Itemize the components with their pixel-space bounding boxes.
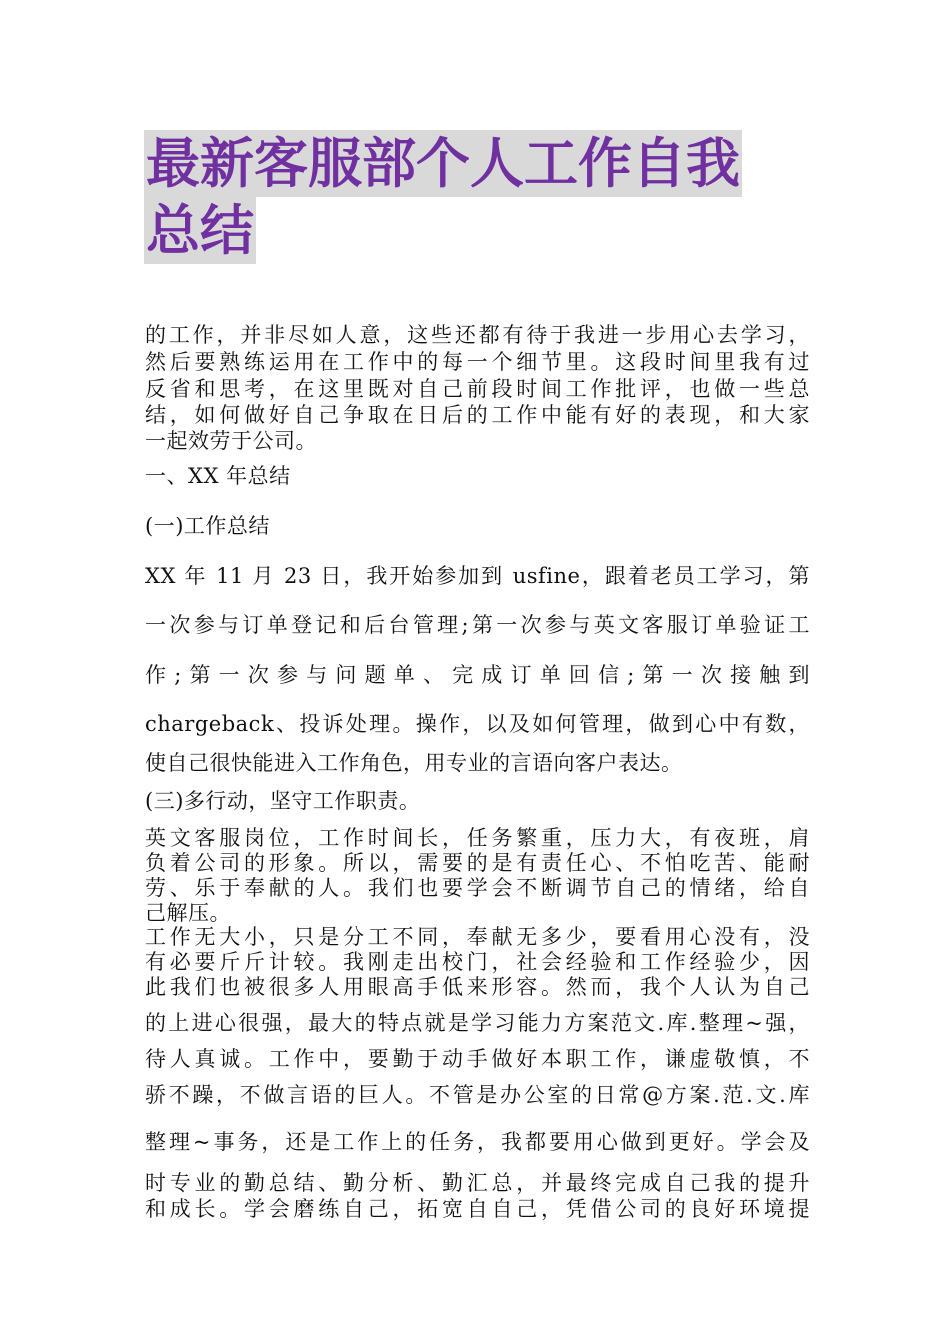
text-line: 有必要斤斤计较。我刚走出校门，社会经验和工作经验少，因 [145, 950, 810, 974]
text-line: 骄不躁，不做言语的巨人。不管是办公室的日常@方案.范.文.库 [145, 1083, 810, 1107]
text-line: 一起效劳于公司。 [145, 429, 317, 453]
text-line: XX 年 11 月 23 日，我开始参加到 usfine，跟着老员工学习，第 [145, 564, 810, 588]
text-line: 的工作，并非尽如人意，这些还都有待于我进一步用心去学习， [145, 323, 810, 347]
text-line: 负着公司的形象。所以，需要的是有责任心、不怕吃苦、能耐 [145, 851, 810, 875]
text-line: 和成长。学会磨练自己，拓宽自自己，凭借公司的良好环境提 [145, 1197, 810, 1221]
text-line: 然后要熟练运用在工作中的每一个细节里。这段时间里我有过 [145, 350, 810, 374]
text-line: 工作无大小，只是分工不同，奉献无多少，要看用心没有，没 [145, 925, 810, 949]
text-line: 待人真诚。工作中，要勤于动手做好本职工作，谦虚敬慎，不 [145, 1047, 810, 1071]
text-line: 一次参与订单登记和后台管理;第一次参与英文客服订单验证工 [145, 613, 810, 637]
text-line: 时专业的勤总结、勤分析、勤汇总，并最终完成自己我的提升 [145, 1171, 810, 1195]
text-line: 英文客服岗位，工作时间长，任务繁重，压力大，有夜班，肩 [145, 826, 810, 850]
text-line: chargeback、投诉处理。操作，以及如何管理，做到心中有数， [145, 712, 810, 736]
text-line: 整理~事务，还是工作上的任务，我都要用心做到更好。学会及 [145, 1130, 810, 1154]
title-line-1: 最新客服部个人工作自我 [146, 132, 740, 195]
text-line: 使自己很快能进入工作角色，用专业的言语向客户表达。 [145, 751, 683, 775]
document-title [144, 130, 824, 264]
subsection-heading: (三)多行动，坚守工作职责。 [145, 789, 421, 813]
text-line: 结，如何做好自己争取在日后的工作中能有好的表现，和大家 [145, 403, 810, 427]
text-line: 此我们也被很多人用眼高手低来形容。然而，我个人认为自己 [145, 975, 810, 999]
text-line: 作;第一次参与问题单、完成订单回信;第一次接触到 [145, 663, 810, 687]
subsection-heading: (一)工作总结 [145, 514, 270, 538]
title-line-2: 总结 [146, 199, 254, 262]
text-line: 反省和思考，在这里既对自己前段时间工作批评，也做一些总 [145, 377, 810, 401]
text-line: 劳、乐于奉献的人。我们也要学会不断调节自己的情绪，给自 [145, 876, 810, 900]
text-line: 己解压。 [145, 901, 231, 925]
text-line: 的上进心很强，最大的特点就是学习能力方案范文.库.整理~强， [145, 1011, 810, 1035]
section-heading: 一、XX 年总结 [145, 464, 291, 488]
